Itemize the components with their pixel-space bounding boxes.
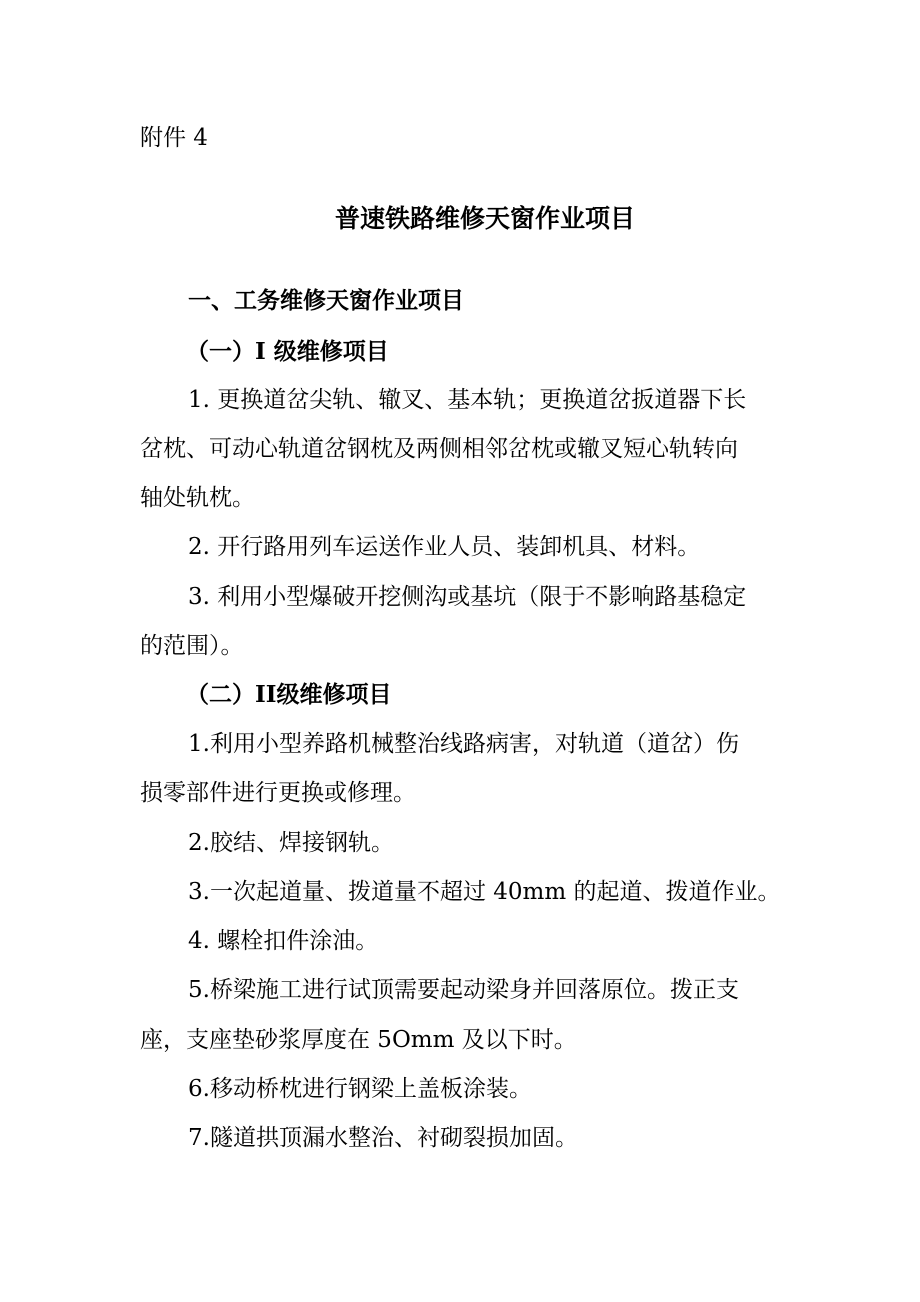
paragraph-line: 2. 开行路用列车运送作业人员、装卸机具、材料。: [188, 534, 701, 560]
paragraph-line: 损零部件进行更换或修理。: [140, 780, 416, 806]
paragraph-line: 2.胶结、焊接钢轨。: [188, 830, 394, 856]
document-title: 普速铁路维修天窗作业项目: [335, 204, 636, 233]
attachment-label: 附件 4: [140, 125, 208, 151]
paragraph-line: 座，支座垫砂浆厚度在 5Omm 及以下时。: [140, 1027, 577, 1053]
paragraph-line: 3. 利用小型爆破开挖侧沟或基坑（限于不影响路基稳定: [188, 584, 747, 610]
paragraph-line: 的范围）。: [140, 633, 244, 659]
paragraph-line: 岔枕、可动心轨道岔钢枕及两侧相邻岔枕或辙叉短心轨转向: [140, 436, 738, 462]
section-heading: 一、工务维修天窗作业项目: [188, 287, 464, 314]
paragraph-line: 3.一次起道量、拨道量不超过 40mm 的起道、拨道作业。: [188, 879, 781, 905]
paragraph-line: 轴处轨枕。: [140, 485, 255, 511]
paragraph-line: 1. 更换道岔尖轨、辙叉、基本轨；更换道岔扳道器下长: [188, 387, 747, 413]
paragraph-line: 4. 螺栓扣件涂油。: [188, 928, 379, 954]
paragraph-line: 5.桥梁施工进行试顶需要起动梁身并回落原位。拨正支: [188, 977, 739, 1003]
subsection-heading-1: （一）I 级维修项目: [186, 338, 389, 365]
subsection-heading-2: （二）II级维修项目: [186, 681, 392, 708]
paragraph-line: 1.利用小型养路机械整治线路病害，对轨道（道岔）伤: [188, 731, 739, 757]
paragraph-line: 7.隧道拱顶漏水整治、衬砌裂损加固。: [188, 1125, 578, 1151]
paragraph-line: 6.移动桥枕进行钢梁上盖板涂装。: [188, 1076, 532, 1102]
